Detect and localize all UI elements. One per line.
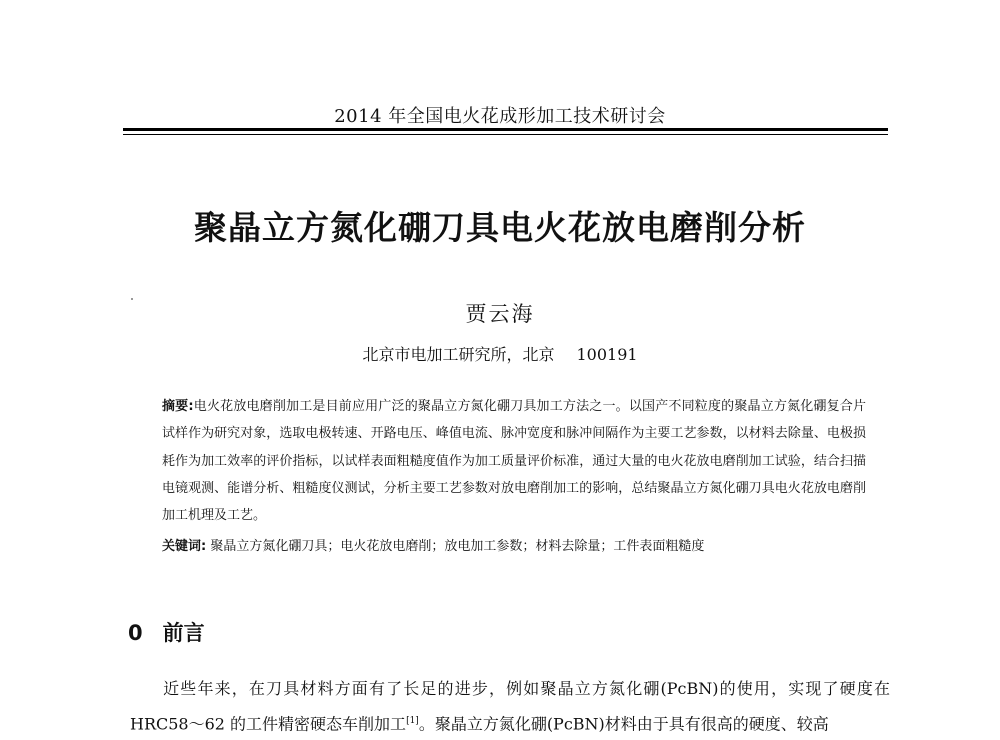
section-heading bbox=[128, 617, 205, 647]
keywords-text: 聚晶立方氮化硼刀具；电火花放电磨削；放电加工参数；材料去除量；工件表面粗糙度 bbox=[210, 539, 705, 554]
abstract-label: 摘要: bbox=[162, 399, 194, 414]
author-affiliation bbox=[0, 342, 1000, 365]
header-rule-thick bbox=[123, 128, 888, 131]
author-name: 贾云海 bbox=[465, 302, 535, 326]
header-rule-thin bbox=[123, 134, 888, 135]
keywords-label: 关键词: bbox=[162, 539, 207, 554]
abstract bbox=[162, 393, 866, 529]
paper-title: 聚晶立方氮化硼刀具电火花放电磨削分析 bbox=[194, 208, 806, 247]
body-paragraph bbox=[130, 672, 890, 740]
citation-ref: [1] bbox=[406, 716, 419, 726]
section-title: 前言 bbox=[162, 621, 205, 645]
section-number: 0 bbox=[128, 621, 143, 645]
affiliation-text: 北京市电加工研究所，北京 bbox=[362, 345, 555, 364]
body-text-part1: 近些年来，在刀具材料方面有了长足的进步，例如聚晶立方氮化硼(PcBN)的使用，实现了硬度在 HRC58～62 的工件精密硬态车削加工 bbox=[130, 679, 890, 734]
conference-header: 2014 年全国电火花成形加工技术研讨会 bbox=[334, 106, 666, 127]
keywords bbox=[162, 533, 866, 560]
abstract-text: 电火花放电磨削加工是目前应用广泛的聚晶立方氮化硼刀具加工方法之一。以国产不同粒度的聚晶立方氮化硼复合片试样作为研究对象，选取电极转速、开路电压、峰值电流、脉冲宽度和脉冲间隔作为主要工艺参数，以材料去除量、电极损耗作为加工效率的评价指标，以试样表面粗糙度值作为加工质量评价标准，通过大量的电火花放电磨削加工试验，结合扫描电镜观测、能谱分析、粗糙度仪测试，分析主要工艺参数对放电磨削加工的影响，总结聚晶立方氮化硼刀具电火花放电磨削加工机理及工艺。 bbox=[162, 399, 866, 524]
postcode: 100191 bbox=[576, 345, 638, 364]
body-text-part2: 。聚晶立方氮化硼(PcBN)材料由于具有很高的硬度、较高 bbox=[418, 714, 829, 734]
